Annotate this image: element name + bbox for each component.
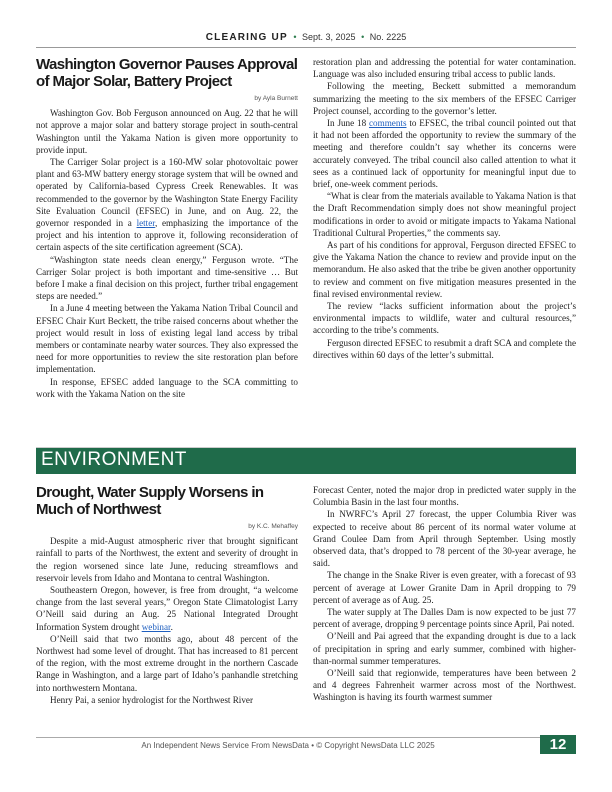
article1-byline: by Ayla Burnett [254,95,298,102]
masthead [36,32,576,48]
masthead-rule [36,47,576,48]
article2-paragraph-continued: Forecast Center, noted the major drop in predicted water supply in the Columbia Basin in the last four months. [313,485,576,508]
article2-paragraph: Despite a mid-August atmospheric river that brought significant rainfall to parts of the Northwest, the extent and severity of drought in the region worsened since late June, reducing streamflows and reservoir levels from Idaho and Montana to central Washington. [36,536,298,583]
article1-paragraph: In a June 4 meeting between the Yakama Nation Tribal Council and EFSEC Chair Kurt Beckett, the tribe raised concerns about whether the project would result in loss of existing legal land access by tribal members or contaminate nearby water sources. They also expressed the need for more opportunities to review the site restoration plan before implementation. [36,303,298,375]
article2-column-right [313,484,576,704]
footer-rule [36,737,540,738]
article2-text: Southeastern Oregon, however, is free from drought, “a welcome change from the last several years,” Oregon State Climatologist Larry O’Neill said during an Aug. 25 National Integrated Drought Information System drought [36,585,298,632]
article1-paragraph: The review “lacks sufficient information about the project’s environmental impacts to wildlife, water and cultural resources,” according to the tribe’s comments. [313,301,576,336]
masthead-separator: • [293,32,297,42]
article2-paragraph: The water supply at The Dalles Dam is now expected to be just 77 percent of average, dropping 9 percentage points since April, Pai noted. [313,607,576,630]
article1-paragraph: “What is clear from the materials available to Yakama Nation is that the Draft Recommendation simply does not show meaningful project modifications in order to avoid or mitigate impacts to Yakama National Traditional Cultural Properties,” the comments say. [313,191,576,238]
article2-paragraph: O’Neill and Pai agreed that the expanding drought is due to a lack of precipitation in spring and early summer, combined with higher-than-normal summer temperatures. [313,631,576,666]
article1-paragraph: Following the meeting, Beckett submitted a memorandum summarizing the meeting to the six members of the EFSEC Carriger Project counsel, according to the governor’s letter. [313,81,576,116]
article2-paragraph: The change in the Snake River is even greater, with a forecast of 93 percent of average at Lower Granite Dam in April dropping to 79 percent of average as of Aug. 25. [313,570,576,605]
article1-paragraph-continued: restoration plan and addressing the potential for water contamination. Language was also included ensuring tribal access to public lands. [313,57,576,80]
issue-date: Sept. 3, 2025 [302,32,356,42]
webinar-link[interactable]: webinar [141,621,171,632]
footer-text: An Independent News Service From NewsData • © Copyright NewsData LLC 2025 [141,741,435,750]
letter-link[interactable]: letter [136,218,155,229]
page-number: 12 [540,735,576,754]
article1-headline: Washington Governor Pauses Approval of Major Solar, Battery Project [36,56,298,90]
article1-paragraph: Washington Gov. Bob Ferguson announced on Aug. 22 that he will not approve a major solar and battery storage project in south-central Washington until the Yakama Nation is given more opportunity to provide input. [36,108,298,155]
article1-column-left [36,56,298,400]
article2-headline: Drought, Water Supply Worsens in Much of Northwest [36,484,264,518]
article1-text: , emphasizing the importance of the project and his intention to approve it, following reconsideration of certain aspects of the site certification agreement (SCA). [36,218,299,253]
publication-title: CLEARING UP [205,32,288,43]
article1-paragraph [313,117,576,190]
article2-paragraph: O’Neill said that two months ago, about 48 percent of the Northwest had some level of drought. That has increased to 81 percent of the region, with the most extreme drought in the northern Cascade Range in Washington, and a large part of Idaho’s panhandle stretching into northwestern Montana. [36,633,298,693]
article2-byline: by K.C. Mehaffey [248,523,298,530]
article2-paragraph: O’Neill said that regionwide, temperatures have been between 2 and 4 degrees Fahrenheit warmer across most of the Northwest. Washington is having its fourth warmest summer [313,668,576,703]
article2-column-left [36,484,298,706]
article1-paragraph: Ferguson directed EFSEC to resubmit a draft SCA and complete the directives within 60 days of the letter’s submittal. [313,337,576,360]
section-label: ENVIRONMENT [41,449,187,470]
article2-text: . [170,621,173,632]
article2-paragraph: In NWRFC’s April 27 forecast, the upper Columbia River was expected to receive about 86 percent of its normal water volume at Grand Coulee Dam from April through September. Using mostly observed data, that’s dropped to 78 percent of the 30-year average, he said. [313,509,576,569]
article2-paragraph: Henry Pai, a senior hydrologist for the Northwest River [50,694,253,705]
comments-link[interactable]: comments [368,118,407,129]
article1-paragraph: “Washington state needs clean energy,” Ferguson wrote. “The Carriger Solar project is both important and time-sensitive … But before I make a final decision on this project, further tribal engagement steps are needed.” [36,254,298,302]
article1-paragraph: In response, EFSEC added language to the SCA committing to work with the Yakama Nation on the site [36,376,298,399]
article1-text: to EFSEC, the tribal council pointed out that it had not been afforded the opportunity to review the summary of the meeting and therefore couldn’t say whether its concerns were accurately conveyed. The tribal council also called attention to what it sees as a continued lack of opportunity for meaningful input due to brief, one-week comment periods. [313,118,576,190]
article1-text: In June 18 [327,118,369,129]
article1-column-right [313,56,576,361]
article2-paragraph [36,584,298,633]
section-banner [36,447,576,474]
article1-paragraph [36,156,298,254]
masthead-separator: • [361,32,365,42]
article1-paragraph: As part of his conditions for approval, Ferguson directed EFSEC to give the Yakama Nation the chance to review and provide input on the memorandum. He also asked that the tribe be given another opportunity to review and comment on five mitigation measures presented in the final revised environmental review. [313,240,576,299]
issue-number: No. 2225 [369,32,407,42]
article1-text: The Carriger Solar project is a 160-MW solar photovoltaic power plant and 63-MW battery energy storage system that will be owned and operated by California-based Cypress Creek Renewables. It was recommended to the governor by the Washington State Energy Facility Site Evaluation Council (EFSEC) in June, and on Aug. 22, the governor responded in a [36,157,298,229]
